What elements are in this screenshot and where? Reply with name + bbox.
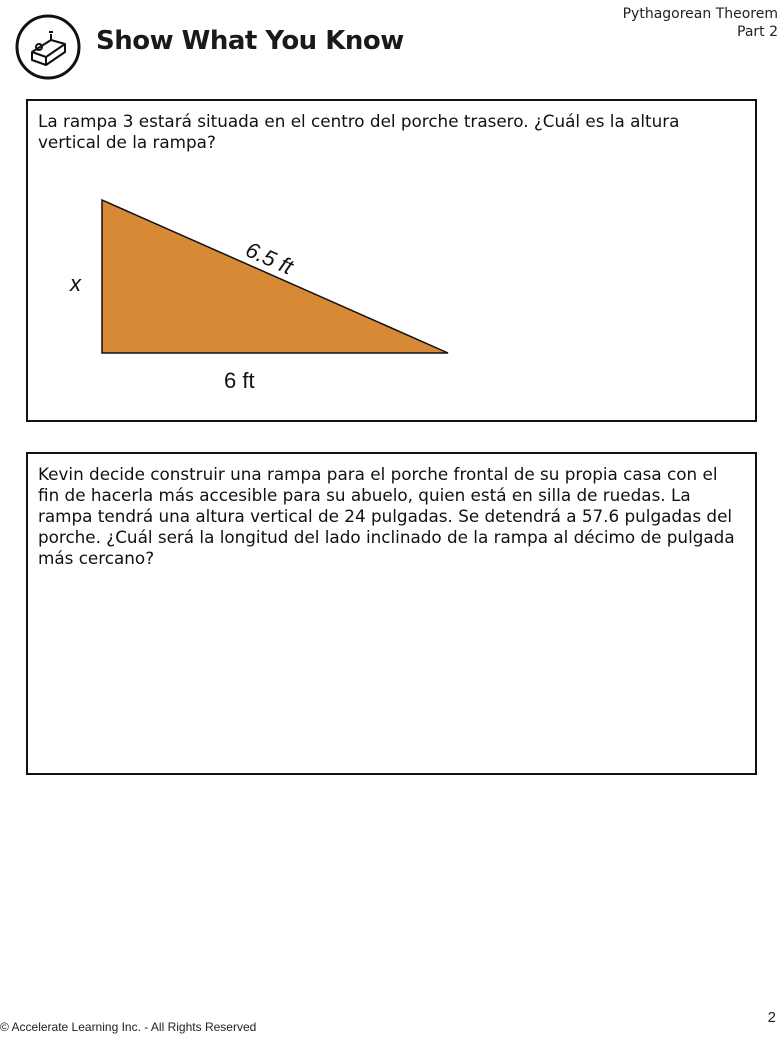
topic-part: Part 2 [737,24,778,40]
problem-1-box [26,99,757,422]
problem-2-box [26,452,757,775]
base-label: 6 ft [224,368,255,393]
problem-1-question: La rampa 3 estará situada en el centro del porche trasero. ¿Cuál es la altura vertical de la rampa? [38,111,680,152]
ramp-triangle [102,200,448,353]
topic-title: Pythagorean Theorem [622,6,778,22]
page-title: Show What You Know [96,26,404,56]
problem-2-question: Kevin decide construir una rampa para el porche frontal de su propia casa con el fin de hacerla más accesible para su abuelo, quien está en silla de ruedas. La rampa tendrá una altura vertical de 24 pulgadas. Se detendrá a 57.6 pulgadas del porche. ¿Cuál será la longitud del lado inclinado de la rampa al décimo de pulgada más cercano? [38,464,735,568]
ramp-triangle-figure [58,185,458,415]
copyright-footer: © Accelerate Learning Inc. - All Rights Reserved [0,1020,257,1034]
hypotenuse-label: 6.5 ft [241,236,297,280]
ramp-cube-icon [15,14,81,80]
topic-header [623,5,778,41]
page-number: 2 [767,1009,776,1026]
height-label: x [70,271,81,296]
